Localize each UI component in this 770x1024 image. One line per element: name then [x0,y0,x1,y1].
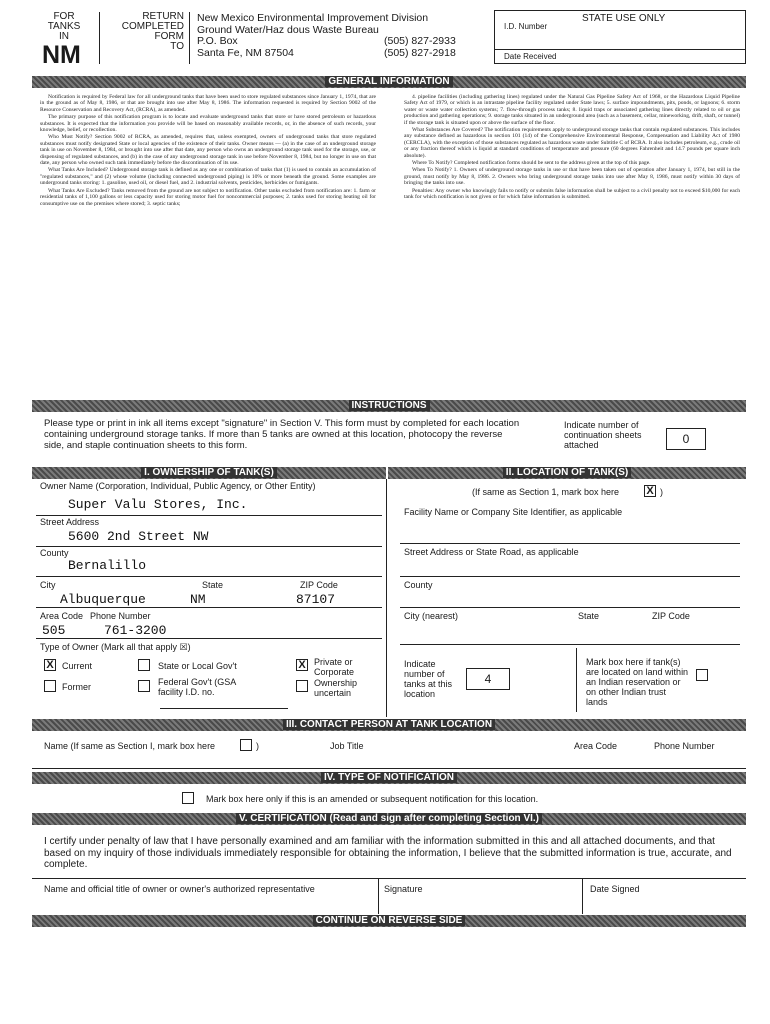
state-gov-label: State or Local Gov't [158,661,237,671]
general-info-bar: GENERAL INFORMATION [32,76,746,88]
rep-name-label: Name and official title of owner or owner's authorized representative [44,884,315,894]
former-checkbox[interactable] [44,680,56,692]
city-field[interactable]: Albuquerque [60,592,146,607]
indicate-tanks-label: Indicate number of tanks at this location [404,659,453,699]
state-field[interactable]: NM [190,592,206,607]
site-zip-label: ZIP Code [652,611,690,621]
contact-same-checkbox[interactable] [240,739,252,751]
signature-label: Signature [384,884,423,894]
location-bar: II. LOCATION OF TANK(S) [388,467,746,479]
federal-gov-label: Federal Gov't (GSA facility I.D. no. [158,677,236,697]
date-signed-label: Date Signed [590,884,640,894]
current-checkbox[interactable]: X [44,659,56,671]
certification-bar: V. CERTIFICATION (Read and sign after completing Section VI.) [32,813,746,825]
general-info-right: 4. pipeline facilities (including gathering lines) regulated under the Natural Gas Pipeline Safety Act of 1968, or the Hazardous Liquid Pipeline Safety Act of 1979, or which is an intrastate pipeline facility regulated under State laws; 5. surface impoundments, pits, ponds, or lagoons; 6. storm water or waste water collection systems; 7. flow-through process tanks; 8. liquid traps or associated gathering lines directly related to oil or gas production and gathering operations; 9. storage tanks situated in an underground area (such as a basement, cellar, mineworking, drift, shaft, or tunnel) if the storage tank is situated upon or above the surface of the floor. What Substances Are Covered? The notification requirements apply to underground storage tanks that contain regulated substances. This includes any substance defined as hazardous in section 101 (14) of the Comprehensive Environmental Response, Compensation and Liability Act of 1980 (CERCLA), with the exception of those substances regulated as hazardous waste under Subtitle C of RCRA. It also includes petroleum, e.g., crude oil or any fraction thereof which is liquid at standard conditions of temperature and pressure (60 degrees Fahrenheit and 14.7 pounds per square inch absolute). Where To Notify? Completed notification forms should be sent to the address given at the top of this page. When To Notify? 1. Owners of underground storage tanks in use or that have been taken out of operation after January 1, 1974, but still in the ground, must notify by May 8, 1986. 2. Owners who bring underground storage tanks into use after May 8, 1986, must notify within 30 days of bringing the tanks into use. Penalties: Any owner who knowingly fails to notify or submits false information shall be subject to a civil penalty not to exceed $10,000 for each tank for which notification is not given or for which false information is submitted. [404,94,740,201]
certification-text: I certify under penalty of law that I have personally examined and am familiar with the information submitted in this and all attached documents, and that based on my inquiry of those individuals immediately responsible for obtaining the information, I believe that the submitted information is true, accurate, and complete. [44,836,732,870]
continuation-label: Indicate number of continuation sheets attached [564,420,642,450]
contact-name-label: Name (If same as Section I, mark box here [44,741,216,751]
indian-land-label: Mark box here if tank(s) are located on land within an Indian reservation or on other Indian trust lands [586,657,689,707]
phone-number-label: Phone Number [90,611,151,621]
state-gov-checkbox[interactable] [138,659,150,671]
current-label: Current [62,661,93,671]
nm-label: NM [42,41,81,69]
site-state-label: State [578,611,600,621]
area-code-label: Area Code [40,611,84,621]
id-number-label: I.D. Number [504,22,548,31]
agency-phones: (505) 827-2933 (505) 827-2918 [384,35,456,59]
uncertain-label: Ownership uncertain [314,678,358,698]
contact-person-bar: III. CONTACT PERSON AT TANK LOCATION [32,719,746,731]
tanks-count-field[interactable]: 4 [466,668,510,690]
continue-reverse-bar: CONTINUE ON REVERSE SIDE [32,915,746,927]
zip-label: ZIP Code [300,580,338,590]
instructions-text: Please type or print in ink all items except "signature" in Section V. This form must by completed for each location containing underground storage tanks. If more than 5 tanks are owned at this location, photocopy the reverse side, and staple continuation sheets to this form. [44,418,520,451]
phone-number-field[interactable]: 761-3200 [104,623,167,638]
date-received-label: Date Received [504,52,557,61]
notification-type-bar: IV. TYPE OF NOTIFICATION [32,772,746,784]
type-of-owner-label: Type of Owner (Mark all that apply ☒) [40,642,191,652]
owner-name-field[interactable]: Super Valu Stores, Inc. [68,497,248,512]
amended-checkbox[interactable] [182,792,194,804]
state-label: State [202,580,224,590]
instructions-bar: INSTRUCTIONS [32,400,746,412]
contact-phone-label: Phone Number [654,741,715,751]
site-county-label: County [404,580,433,590]
uncertain-checkbox[interactable] [296,680,308,692]
county-label: County [40,548,69,558]
same-as-section1-checkbox[interactable]: X [644,485,656,497]
general-info-left: Notification is required by Federal law for all underground tanks that have been used to store regulated substances since January 1, 1974, that are in the ground as of May 8, 1986, or that are brought into use after May 8, 1986. The information requested is required by Section 9002 of the Resource Conservation and Recovery Act, (RCRA), as amended. The primary purpose of this notification program is to locate and evaluate underground tanks that store or have stored petroleum or hazardous substances. It is expected that the information you provide will be based on reasonably available records, or, in the absence of such records, your knowledge, belief, or recollection. Who Must Notify? Section 9002 of RCRA, as amended, requires that, unless exempted, owners of underground tanks that store regulated substances must notify designated State or local agencies of the existence of their tanks. Owner means — (a) in the case of an underground storage tank in use on November 8, 1984, or brought into use after that date, any person who owns an underground storage tank used for the storage, use, or dispensing of regulated substances, and (b) in the case of any underground storage tank in use before November 8, 1984, but no longer in use on that date, any person who owned such tank immediately before the discontinuation of its use. What Tanks Are Included? Underground storage tank is defined as any one or combination of tanks that (1) is used to contain an accumulation of "regulated substances," and (2) whose volume (including connected underground piping) is 10% or more beneath the ground. Some examples are underground tanks storing: 1. gasoline, used oil, or diesel fuel, and 2. industrial solvents, pesticides, herbicides or fumigants. What Tanks Are Excluded? Tanks removed from the ground are not subject to notification. Other tanks excluded from notification are: 1. farm or residential tanks of 1,100 gallons or less capacity used for storing motor fuel for noncommercial purposes; 2. tanks used for storing heating oil for consumptive use on the premises where stored; 3. septic tanks; [40,94,376,207]
area-code-field[interactable]: 505 [42,623,66,638]
return-to-label: RETURN COMPLETED FORM TO [121,11,184,52]
agency-address: New Mexico Environmental Improvement Division Ground Water/Haz dous Waste Bureau P.O. Box Santa Fe, NM 87504 [197,12,429,59]
federal-gov-checkbox[interactable] [138,680,150,692]
city-label: City [40,580,56,590]
state-use-label: STATE USE ONLY [582,13,666,24]
indian-land-checkbox[interactable] [696,669,708,681]
job-title-label: Job Title [330,741,364,751]
street-address-label: Street Address [40,517,100,527]
facility-name-label: Facility Name or Company Site Identifier, as applicable [404,507,623,517]
contact-area-code-label: Area Code [574,741,618,751]
amended-label: Mark box here only if this is an amended or subsequent notification for this location. [206,794,539,804]
street-address-field[interactable]: 5600 2nd Street NW [68,529,209,544]
site-street-label: Street Address or State Road, as applicable [404,547,579,557]
site-city-label: City (nearest) [404,611,459,621]
for-tanks-label: FOR TANKS IN [47,11,81,42]
county-field[interactable]: Bernalillo [68,558,147,573]
continuation-count[interactable]: 0 [666,428,706,450]
former-label: Former [62,682,91,692]
owner-name-label: Owner Name (Corporation, Individual, Public Agency, or Other Entity) [40,481,316,491]
private-checkbox[interactable]: X [296,659,308,671]
same-as-section1-label: (If same as Section 1, mark box here [472,487,620,497]
ownership-bar: I. OWNERSHIP OF TANK(S) [32,467,386,479]
private-label: Private or Corporate [314,657,355,677]
zip-field[interactable]: 87107 [296,592,336,607]
